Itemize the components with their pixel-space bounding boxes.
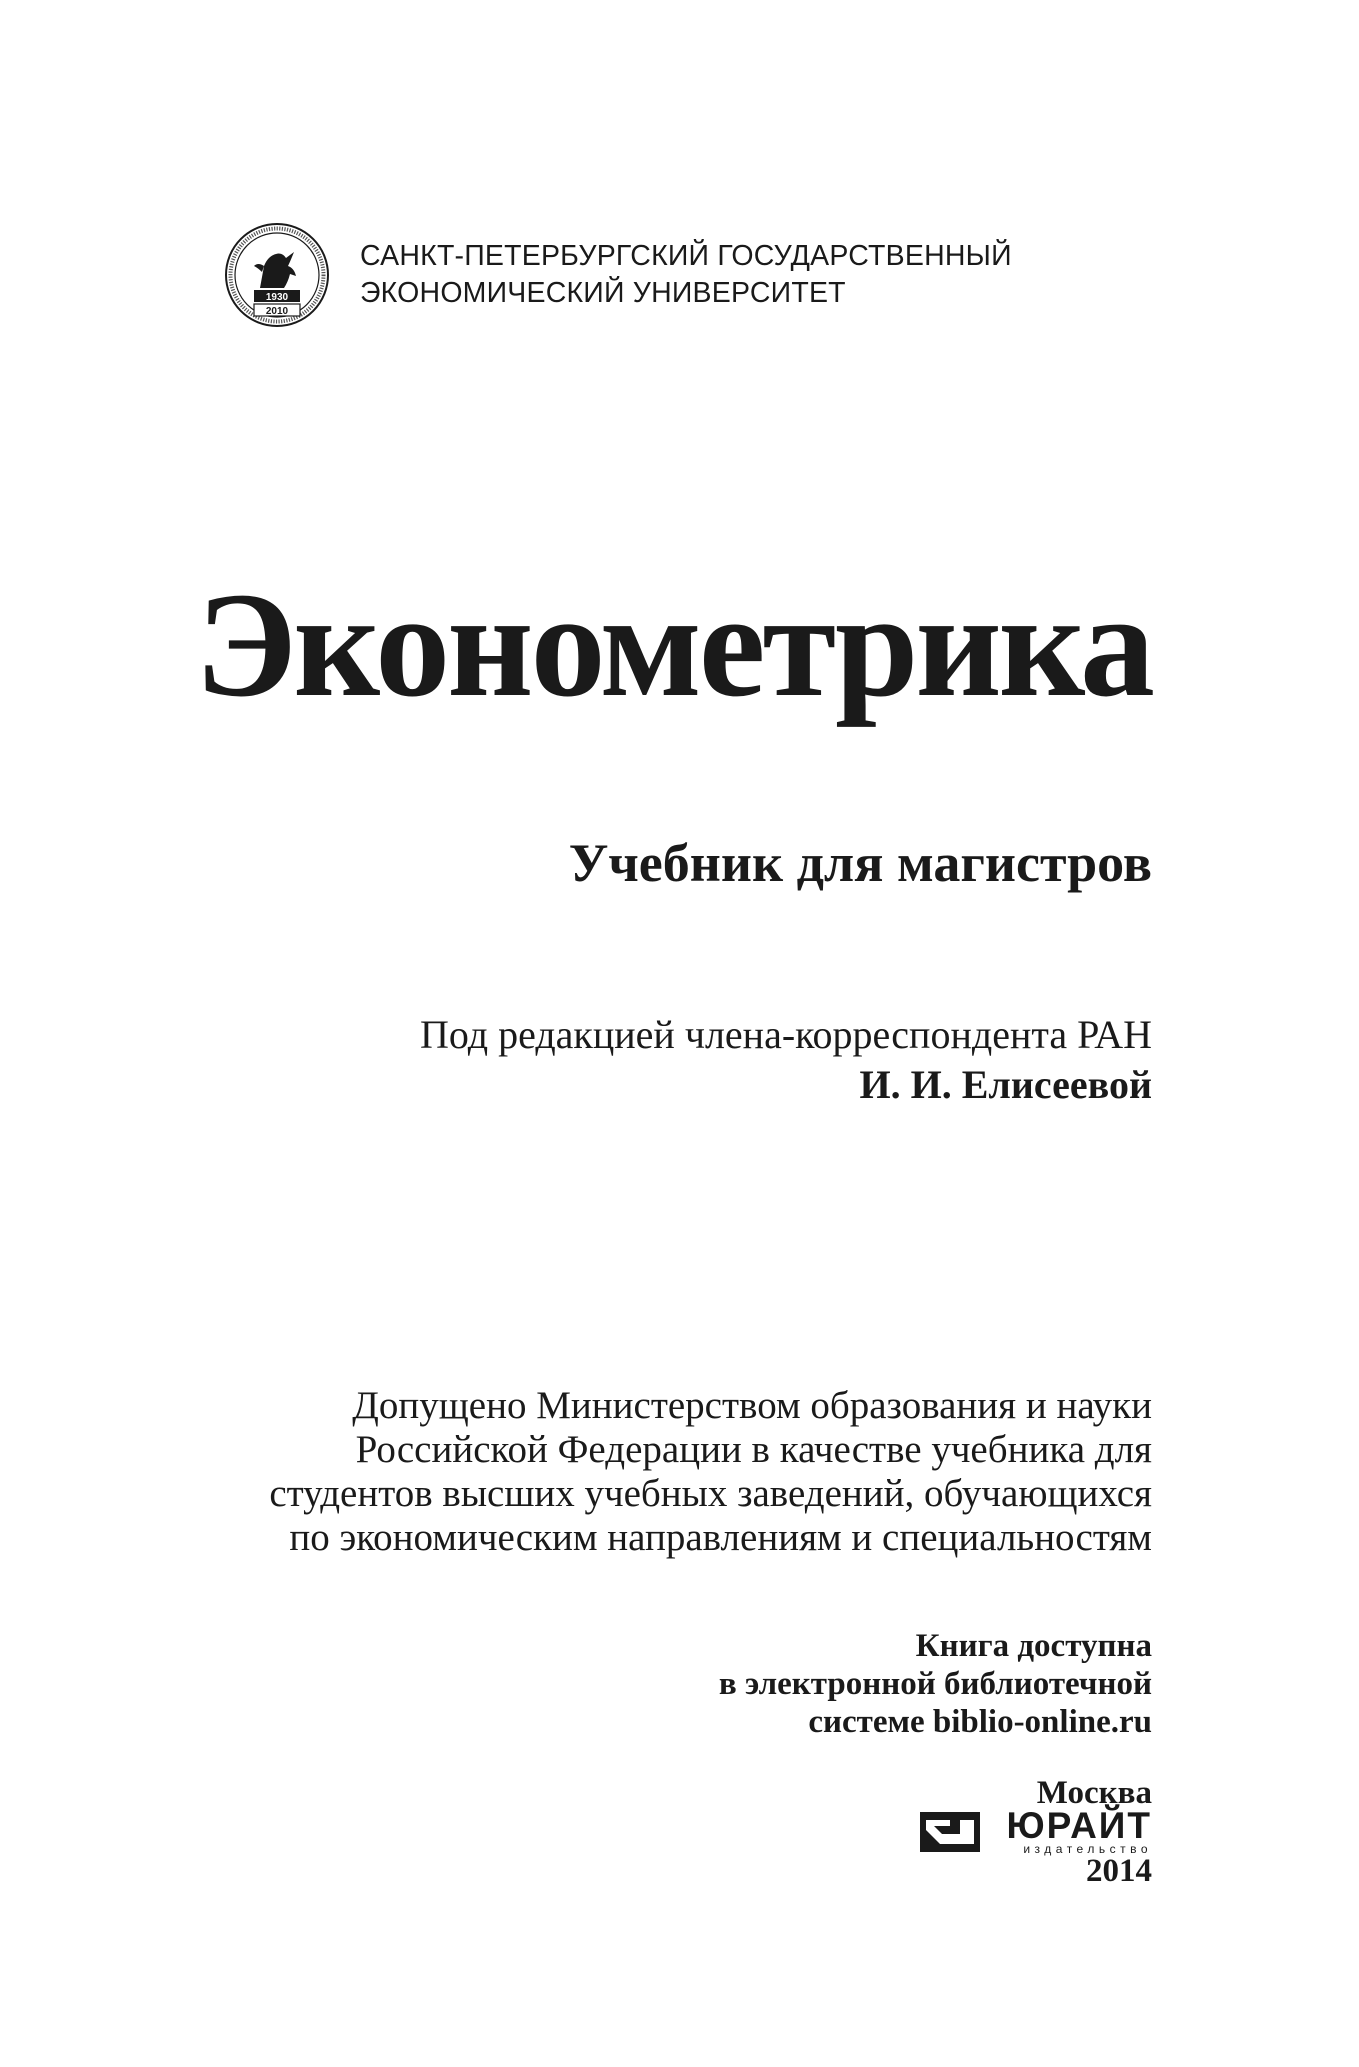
approval-statement (269, 1384, 1152, 1560)
approval-line: Допущено Министерством образования и науки (352, 1384, 1152, 1427)
availability-line: Книга доступна (915, 1628, 1152, 1664)
editor-name: И. И. Елисеевой (859, 1062, 1152, 1107)
emblem-year-end: 2010 (265, 306, 289, 317)
yurait-logo-icon (920, 1812, 980, 1852)
approval-line: Российской Федерации в качестве учебника для (355, 1428, 1152, 1471)
publisher-name: ЮРАЙТ (1006, 1805, 1152, 1846)
university-emblem-icon (224, 222, 330, 328)
availability-line: системе biblio-online.ru (808, 1704, 1152, 1740)
publisher-city: Москва (1036, 1775, 1152, 1811)
publisher-subtitle: издательство (1023, 1842, 1152, 1856)
availability-note (719, 1627, 1152, 1741)
approval-line: по экономическим направлениям и специальностям (289, 1516, 1152, 1559)
university-name (360, 238, 1012, 312)
publisher-logo (920, 1805, 1152, 1856)
publication-year: 2014 (1086, 1853, 1152, 1889)
availability-line: в электронной библиотечной (718, 1666, 1152, 1702)
emblem-year-start: 1930 (265, 292, 289, 303)
university-name-line2: ЭКОНОМИЧЕСКИЙ УНИВЕРСИТЕТ (360, 277, 846, 309)
editor-credit: Под редакцией члена-корреспондента РАН (420, 1012, 1152, 1057)
book-title: Эконометрика (194, 562, 1152, 728)
book-subtitle: Учебник для магистров (568, 833, 1152, 893)
university-name-line1: САНКТ-ПЕТЕРБУРГСКИЙ ГОСУДАРСТВЕННЫЙ (360, 240, 1012, 272)
approval-line: студентов высших учебных заведений, обучающихся (269, 1472, 1152, 1515)
